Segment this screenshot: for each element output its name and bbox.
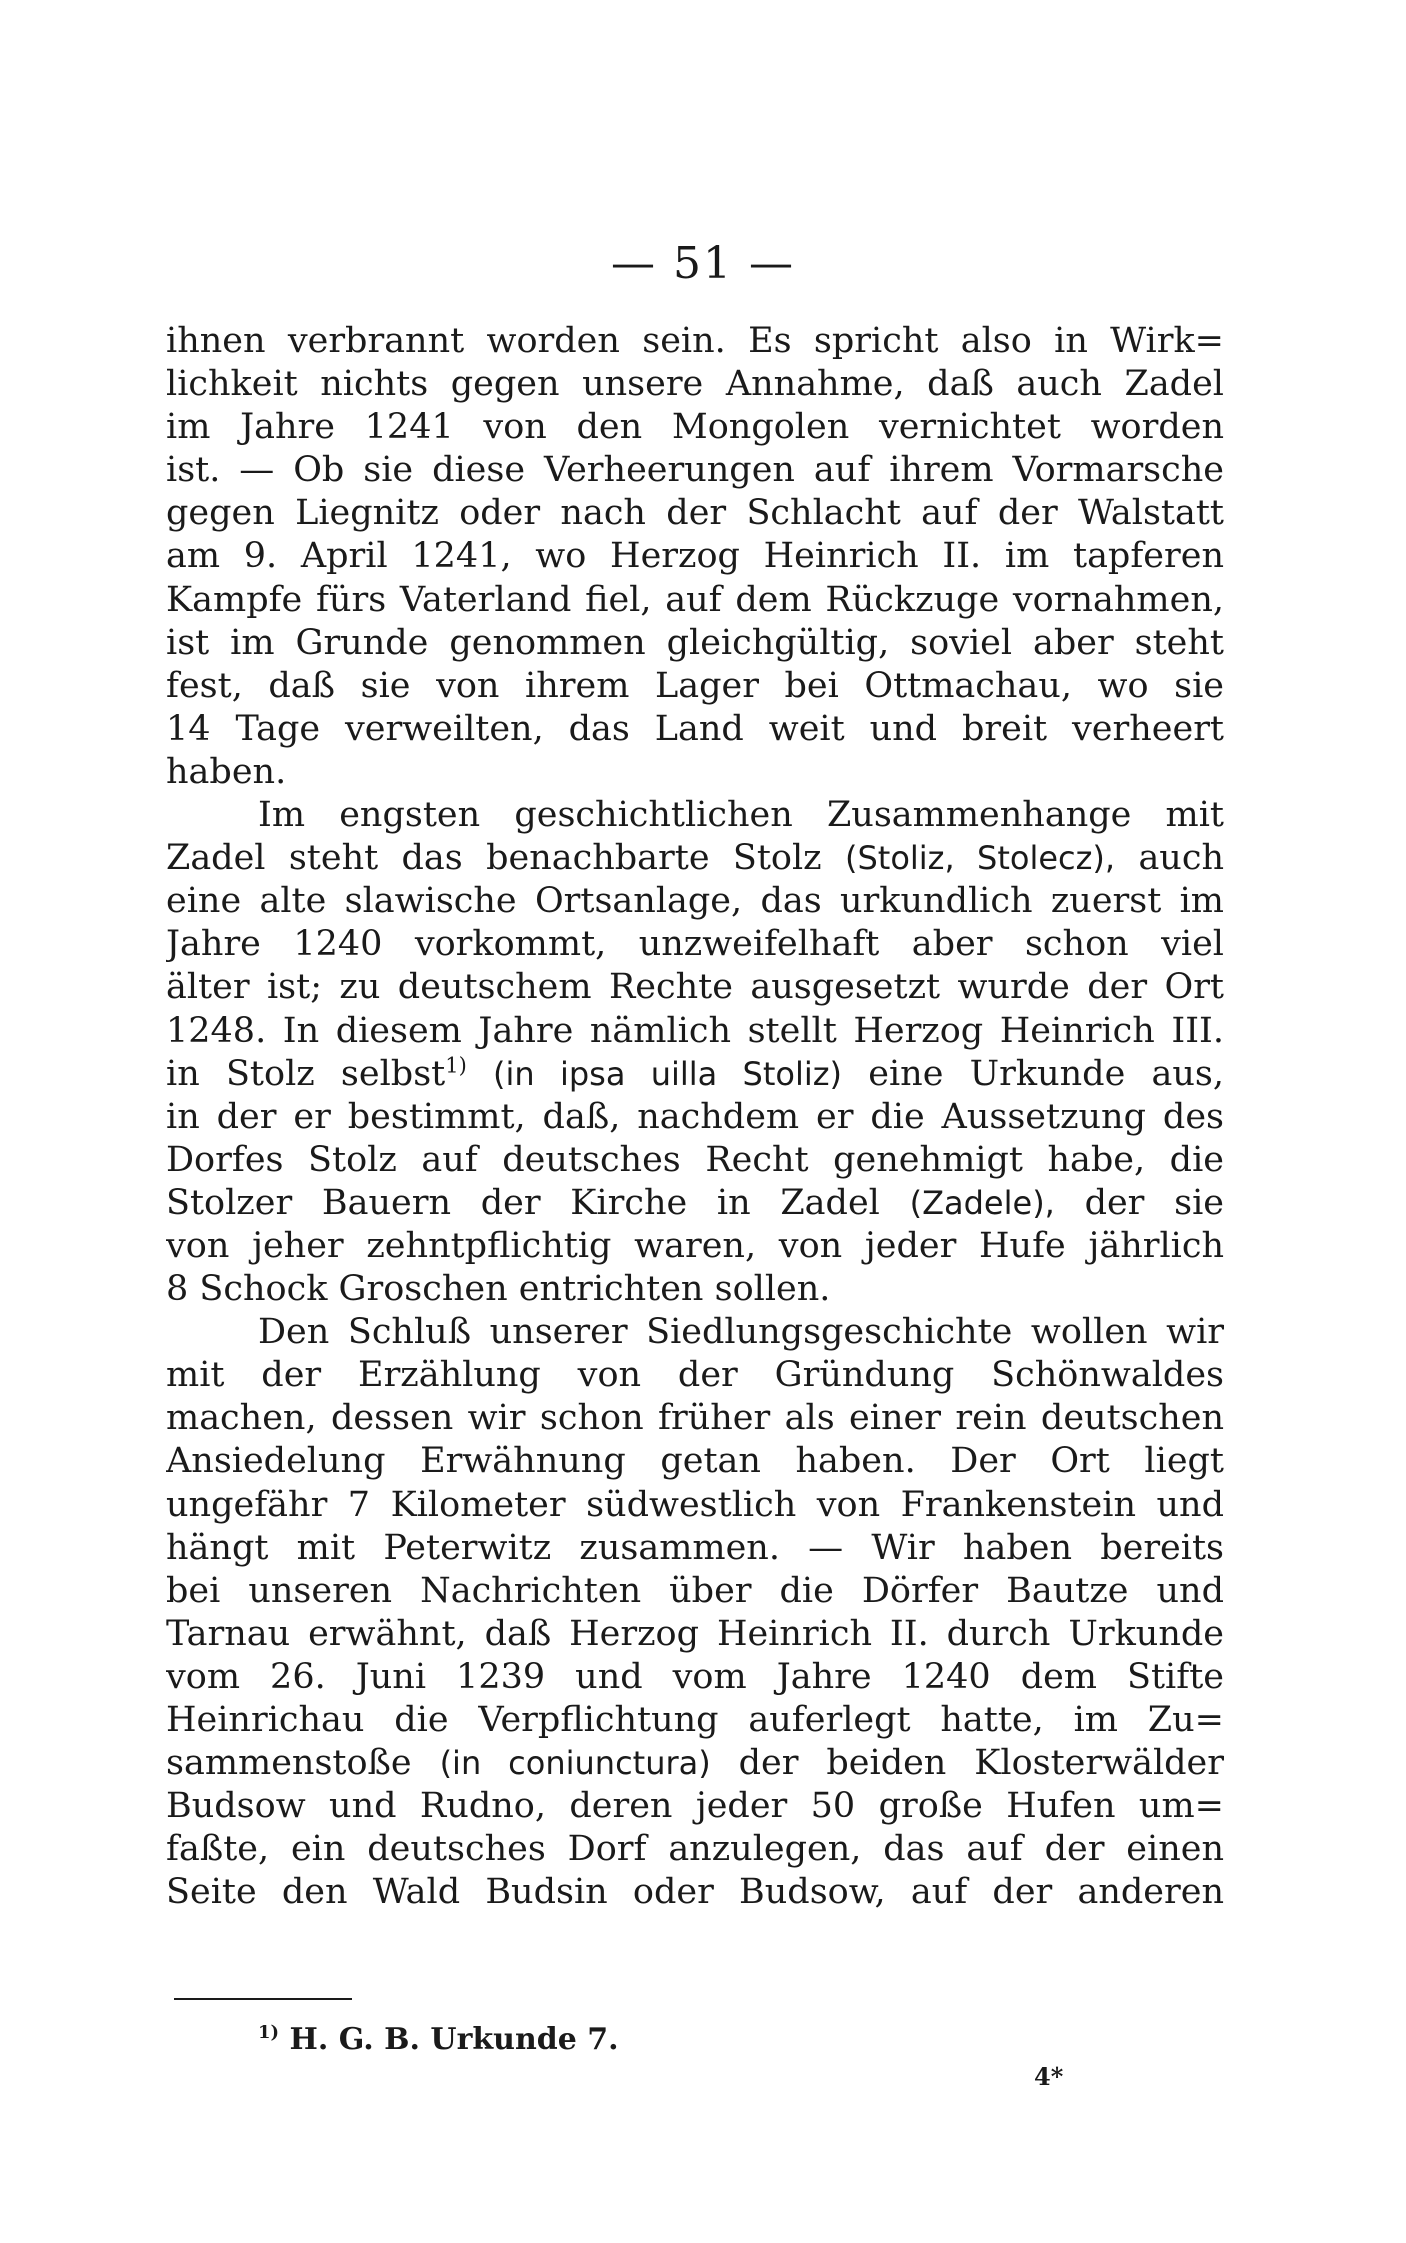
text-segment: der sie [1084, 1182, 1224, 1223]
text-line: fest, daß sie von ihrem Lager bei Ottmachau, wo sie [166, 665, 1224, 706]
text-segment: der beiden Klosterwälder [738, 1743, 1224, 1784]
text-line: Seite den Wald Budsin oder Budsow, auf der anderen [166, 1872, 1224, 1913]
footnote-text: H. G. B. Urkunde 7. [289, 2022, 619, 2057]
text-line: lichkeit nichts gegen unsere Annahme, daß auch Zadel [166, 364, 1224, 405]
text-line: Tarnau erwähnt, daß Herzog Heinrich II. durch Urkunde [166, 1613, 1224, 1654]
text-segment: Stolzer Bauern der Kirche in Zadel [166, 1182, 880, 1223]
text-line: Den Schluß unserer Siedlungsgeschichte wollen wir [258, 1312, 1224, 1353]
text-line: Heinrichau die Verpflichtung auferlegt hatte, im Zu= [166, 1700, 1224, 1740]
body-text [166, 320, 1224, 1914]
signature-mark: 4* [1034, 2062, 1064, 2091]
page-number: — 51 — [611, 238, 795, 289]
text-line: von jeher zehntpflichtig waren, von jeder Hufe jährlich [166, 1225, 1224, 1266]
text-segment: auch [1138, 838, 1224, 879]
text-line: faßte, ein deutsches Dorf anzulegen, das auf der einen [166, 1829, 1224, 1870]
text-line: ungefähr 7 Kilometer südwestlich von Frankenstein und [166, 1484, 1224, 1525]
text-segment: Zadel steht das benachbarte Stolz [166, 838, 822, 879]
footnote-reference: 1) [445, 1052, 467, 1077]
text-segment: in Stolz selbst [166, 1053, 446, 1094]
latin-text: (in coniunctura) [439, 1744, 711, 1783]
footnote-divider [174, 1998, 352, 2000]
text-line [166, 1053, 1224, 1096]
text-line: im Jahre 1241 von den Mongolen vernichtet worden [166, 407, 1224, 448]
text-line: Dorfes Stolz auf deutsches Recht genehmigt habe, die [166, 1139, 1224, 1180]
text-line: gegen Liegnitz oder nach der Schlacht auf der Walstatt [166, 493, 1224, 534]
latin-text: (Zadele), [909, 1183, 1055, 1222]
text-line: älter ist; zu deutschem Rechte ausgesetzt wurde der Ort [166, 967, 1224, 1008]
text-line: haben. [166, 751, 287, 792]
latin-text: (in ipsa uilla Stoliz) [493, 1054, 843, 1093]
text-segment: eine Urkunde aus, [868, 1053, 1224, 1094]
text-line [166, 837, 1224, 880]
text-line: am 9. April 1241, wo Herzog Heinrich II. im tapferen [166, 536, 1224, 577]
text-line: ist. — Ob sie diese Verheerungen auf ihrem Vormarsche [166, 450, 1224, 491]
text-line [166, 1742, 1224, 1785]
text-line: in der er bestimmt, daß, nachdem er die Aussetzung des [166, 1096, 1224, 1137]
text-line: eine alte slawische Ortsanlage, das urkundlich zuerst im [166, 881, 1224, 922]
text-line: bei unseren Nachrichten über die Dörfer Bautze und [166, 1570, 1224, 1611]
text-line: mit der Erzählung von der Gründung Schönwaldes [166, 1355, 1224, 1396]
text-line: Im engsten geschichtlichen Zusammenhange mit [258, 795, 1224, 836]
text-line: vom 26. Juni 1239 und vom Jahre 1240 dem Stifte [166, 1656, 1224, 1697]
text-line: Ansiedelung Erwähnung getan haben. Der Ort liegt [166, 1441, 1224, 1482]
text-line: 1248. In diesem Jahre nämlich stellt Herzog Heinrich III. [166, 1010, 1224, 1051]
latin-text: (Stoliz, Stolecz), [844, 839, 1116, 878]
text-line: ihnen verbrannt worden sein. Es spricht also in Wirk= [166, 321, 1224, 361]
text-line [166, 1182, 1224, 1225]
text-line: hängt mit Peterwitz zusammen. — Wir haben bereits [166, 1527, 1224, 1568]
footnote [258, 2022, 619, 2057]
footnote-marker: 1) [258, 2022, 280, 2043]
text-line: Jahre 1240 vorkommt, unzweifelhaft aber schon viel [166, 924, 1224, 965]
text-line: 14 Tage verweilten, das Land weit und breit verheert [166, 708, 1224, 749]
text-line: machen, dessen wir schon früher als einer rein deutschen [166, 1398, 1224, 1439]
text-line: Budsow und Rudno, deren jeder 50 große Hufen um= [166, 1786, 1224, 1827]
text-line: 8 Schock Groschen entrichten sollen. [166, 1269, 831, 1310]
text-segment: sammenstoße [166, 1743, 412, 1784]
text-line: Kampfe fürs Vaterland fiel, auf dem Rückzuge vornahmen, [166, 579, 1224, 620]
text-line: ist im Grunde genommen gleichgültig, soviel aber steht [166, 622, 1224, 663]
